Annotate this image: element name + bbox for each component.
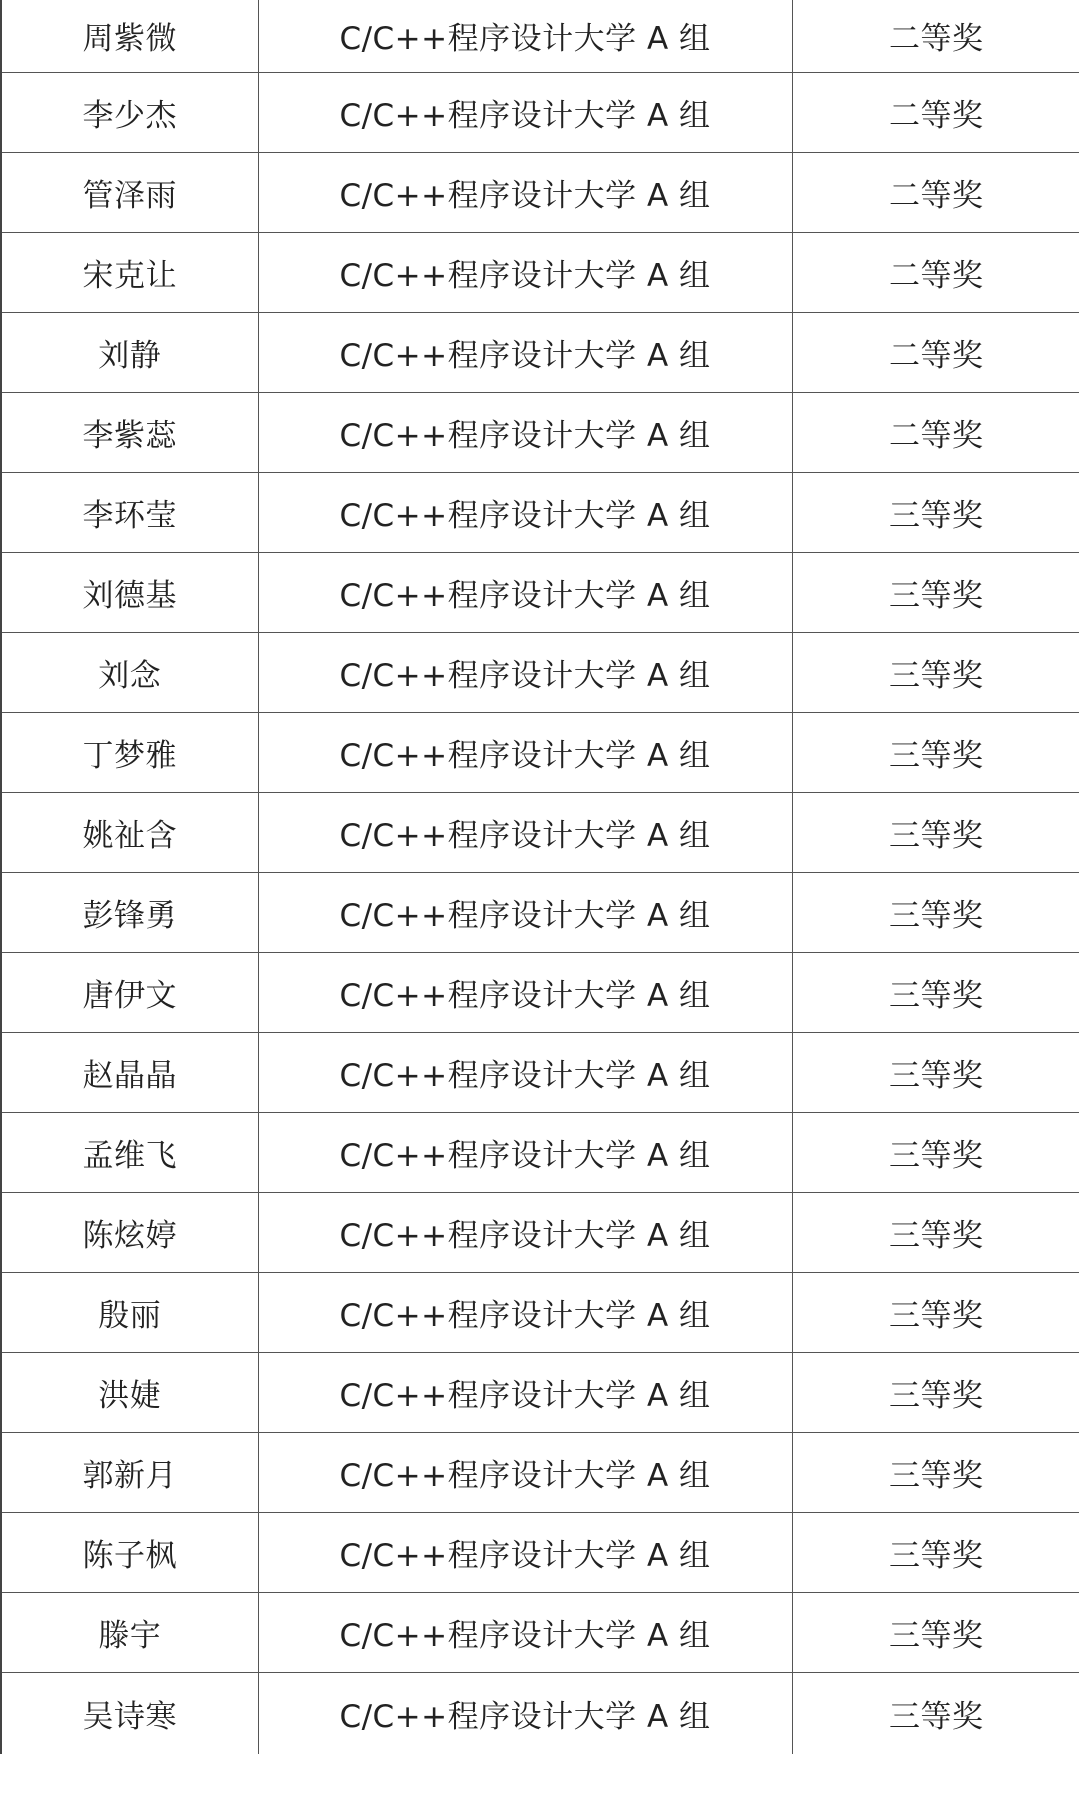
winner-name: 殷丽 (1, 1272, 258, 1352)
award-level: 三等奖 (889, 1698, 984, 1735)
competition-group: C/C++程序设计大学 A 组 (258, 872, 792, 952)
award-level: 二等奖 (792, 0, 1079, 72)
table-row (1, 1112, 1079, 1192)
winner-name: 陈子枫 (1, 1512, 258, 1592)
winner-name: 李环莹 (1, 472, 258, 552)
award-level: 三等奖 (792, 472, 1079, 552)
award-level: 三等奖 (792, 1352, 1079, 1432)
winner-name: 刘德基 (1, 552, 258, 632)
table-row (1, 1672, 1079, 1754)
table-row (1, 1512, 1079, 1592)
winner-name: 滕宇 (1, 1592, 258, 1672)
table-row (1, 952, 1079, 1032)
competition-group: C/C++程序设计大学 A 组 (258, 1352, 792, 1432)
award-level: 二等奖 (792, 232, 1079, 312)
competition-group: C/C++程序设计大学 A 组 (258, 1272, 792, 1352)
table-row (1, 232, 1079, 312)
winner-name: 孟维飞 (1, 1112, 258, 1192)
winner-name: 李少杰 (1, 72, 258, 152)
table-row (1, 712, 1079, 792)
competition-group: C/C++程序设计大学 A 组 (258, 392, 792, 472)
competition-group: C/C++程序设计大学 A 组 (258, 1512, 792, 1592)
award-level: 三等奖 (792, 632, 1079, 712)
table-row (1, 152, 1079, 232)
winner-name: 赵晶晶 (1, 1032, 258, 1112)
competition-group: C/C++程序设计大学 A 组 (258, 1032, 792, 1112)
winner-name: 宋克让 (1, 232, 258, 312)
winner-name: 吴诗寒 (1, 1672, 258, 1754)
table-row (1, 552, 1079, 632)
competition-group: C/C++程序设计大学 A 组 (258, 632, 792, 712)
table-row (1, 72, 1079, 152)
table-row (1, 1592, 1079, 1672)
table-row (1, 0, 1079, 72)
award-level: 三等奖 (792, 792, 1079, 872)
table-row (1, 792, 1079, 872)
table-row (1, 872, 1079, 952)
award-level: 三等奖 (792, 1192, 1079, 1272)
award-level: 三等奖 (792, 712, 1079, 792)
winner-name: 姚祉含 (1, 792, 258, 872)
competition-group: C/C++程序设计大学 A 组 (258, 1592, 792, 1672)
winner-name: 郭新月 (1, 1432, 258, 1512)
competition-group: C/C++程序设计大学 A 组 (258, 712, 792, 792)
award-level: 三等奖 (792, 1112, 1079, 1192)
competition-group: C/C++程序设计大学 A 组 (258, 0, 792, 72)
winner-name: 管泽雨 (1, 152, 258, 232)
table-row (1, 1272, 1079, 1352)
winner-name: 唐伊文 (1, 952, 258, 1032)
competition-group: C/C++程序设计大学 A 组 (258, 1432, 792, 1512)
table-row (1, 392, 1079, 472)
competition-group: C/C++程序设计大学 A 组 (258, 472, 792, 552)
award-level: 三等奖 (792, 1512, 1079, 1592)
table-row (1, 632, 1079, 712)
competition-group: C/C++程序设计大学 A 组 (258, 72, 792, 152)
winner-name: 洪婕 (1, 1352, 258, 1432)
award-level: 三等奖 (792, 952, 1079, 1032)
table-row (1, 1352, 1079, 1432)
competition-group: C/C++程序设计大学 A 组 (258, 1192, 792, 1272)
winner-name: 陈炫婷 (1, 1192, 258, 1272)
table-row (1, 1432, 1079, 1512)
winner-name: 丁梦雅 (1, 712, 258, 792)
award-level: 二等奖 (792, 72, 1079, 152)
competition-group: C/C++程序设计大学 A 组 (258, 1112, 792, 1192)
competition-group: C/C++程序设计大学 A 组 (258, 552, 792, 632)
competition-group: C/C++程序设计大学 A 组 (258, 1672, 792, 1754)
competition-group: C/C++程序设计大学 A 组 (258, 792, 792, 872)
award-level: 三等奖 (792, 1432, 1079, 1512)
competition-group: C/C++程序设计大学 A 组 (258, 952, 792, 1032)
award-level: 二等奖 (792, 152, 1079, 232)
winner-name: 李紫蕊 (1, 392, 258, 472)
award-level: 二等奖 (792, 392, 1079, 472)
table-row (1, 312, 1079, 392)
award-level: 三等奖 (792, 872, 1079, 952)
table-row (1, 1032, 1079, 1112)
award-level: 三等奖 (792, 1032, 1079, 1112)
winner-name: 彭锋勇 (1, 872, 258, 952)
table-row (1, 472, 1079, 552)
award-results-body (1, 0, 1079, 1754)
competition-group: C/C++程序设计大学 A 组 (258, 232, 792, 312)
competition-group: C/C++程序设计大学 A 组 (258, 312, 792, 392)
award-level: 三等奖 (792, 552, 1079, 632)
winner-name: 刘静 (1, 312, 258, 392)
table-row (1, 1192, 1079, 1272)
winner-name: 周紫微 (1, 0, 258, 72)
winner-name: 刘念 (1, 632, 258, 712)
award-level: 三等奖 (792, 1272, 1079, 1352)
award-level: 三等奖 (792, 1592, 1079, 1672)
competition-group: C/C++程序设计大学 A 组 (258, 152, 792, 232)
award-level: 二等奖 (792, 312, 1079, 392)
